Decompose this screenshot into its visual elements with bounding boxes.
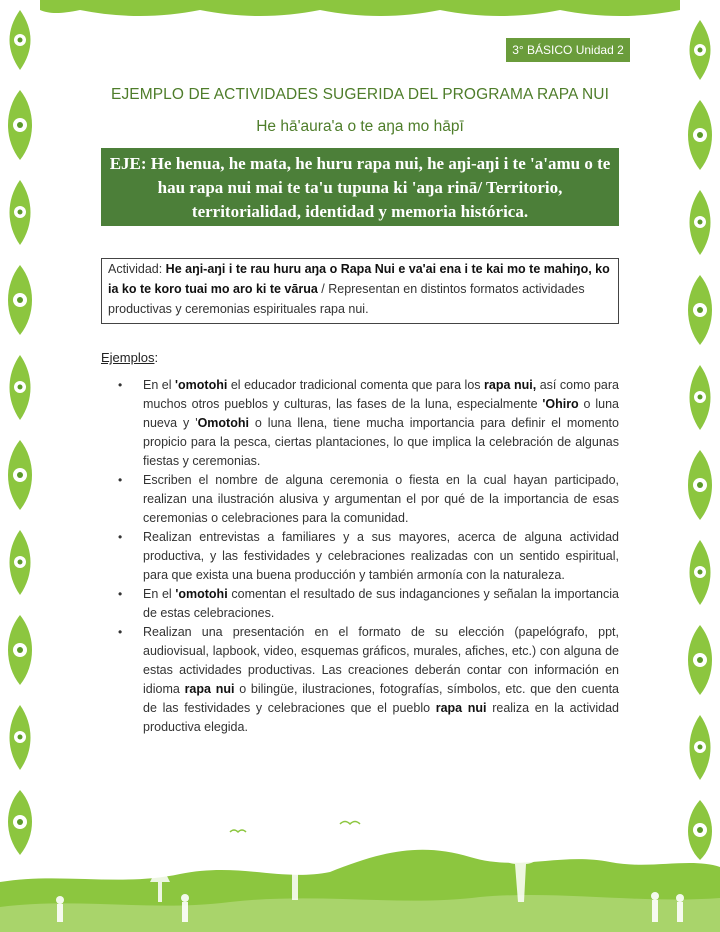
- bullet-icon: •: [118, 625, 123, 639]
- list-item: • En el 'omotohi el educador tradicional comenta que para los rapa nui, así como para muchos otros pueblos y culturas, las fases de la luna, especialmente 'Ohiro o luna nueva y 'Omotohi o luna llena, tiene mucha importancia para definir el momento propicio para la pesca, ciertas plantaciones, lo que implica la celebración de algunas fiestas y ceremonias.: [118, 378, 619, 468]
- eje-banner: [101, 148, 619, 226]
- list-item: • Realizan una presentación en el formato de su elección (papelógrafo, ppt, audiovisual, lapbook, video, esquemas gráficos, murales, afiches, etc.) con alguna de estas actividades productivas. Las creaciones deberán contar con información en idioma rapa nui o bilingüe, ilustraciones, fotografías, símbolos, etc. que den cuenta de las festividades y celebraciones que el pueblo rapa nui realiza en la actividad productiva elegida.: [118, 625, 619, 734]
- bullet-icon: •: [118, 378, 123, 392]
- page-subtitle: He hā'aura'a o te aŋa mo hāpī: [256, 118, 464, 135]
- activity-label: Actividad:: [108, 262, 166, 276]
- eje-text: EJE: He henua, he mata, he huru rapa nui, he aŋi-aŋi i te 'a'amu o te hau rapa nui mai te ta'u tupuna ki 'aŋa rinā/ Territorio, territorialidad, identidad y memoria histórica.: [109, 154, 611, 221]
- examples-heading: Ejemplos:: [101, 350, 159, 365]
- bullet-icon: •: [118, 587, 123, 601]
- examples-heading-text: Ejemplos: [101, 350, 155, 365]
- page-title: EJEMPLO DE ACTIVIDADES SUGERIDA DEL PROGRAMA RAPA NUI: [111, 86, 609, 103]
- list-item: • Escriben el nombre de alguna ceremonia o fiesta en la cual hayan participado, realizan una ilustración alusiva y argumentan el por qué de la importancia de esas ceremonias o celebraciones para la comunidad.: [118, 473, 619, 525]
- list-item: • En el 'omotohi comentan el resultado de sus indaganciones y señalan la importancia de estas celebraciones.: [118, 587, 619, 620]
- examples-list: [101, 376, 619, 737]
- bullet-icon: •: [118, 473, 123, 487]
- activity-box: [101, 258, 619, 324]
- landscape-illustration: [0, 812, 720, 932]
- activity-description: / Representan en distintos formatos actividades productivas y ceremonias espirituales rapa nui.: [108, 282, 585, 316]
- bullet-icon: •: [118, 530, 123, 544]
- activity-title-rapanui: He aŋi-aŋi i te rau huru aŋa o Rapa Nui e va'ai ena i te kai mo te mahiŋo, ko ia ko te koro tuai mo aro ki te vārua: [108, 262, 610, 296]
- list-item: • Realizan entrevistas a familiares y a sus mayores, acerca de alguna actividad productiva, y las festividades y celebraciones realizadas con un sentido espiritual, para que exista una buena producción y también armonía con la naturaleza.: [118, 530, 619, 582]
- grade-unit-badge: 3° BÁSICO Unidad 2: [506, 38, 630, 62]
- decorative-top-band: [40, 0, 680, 18]
